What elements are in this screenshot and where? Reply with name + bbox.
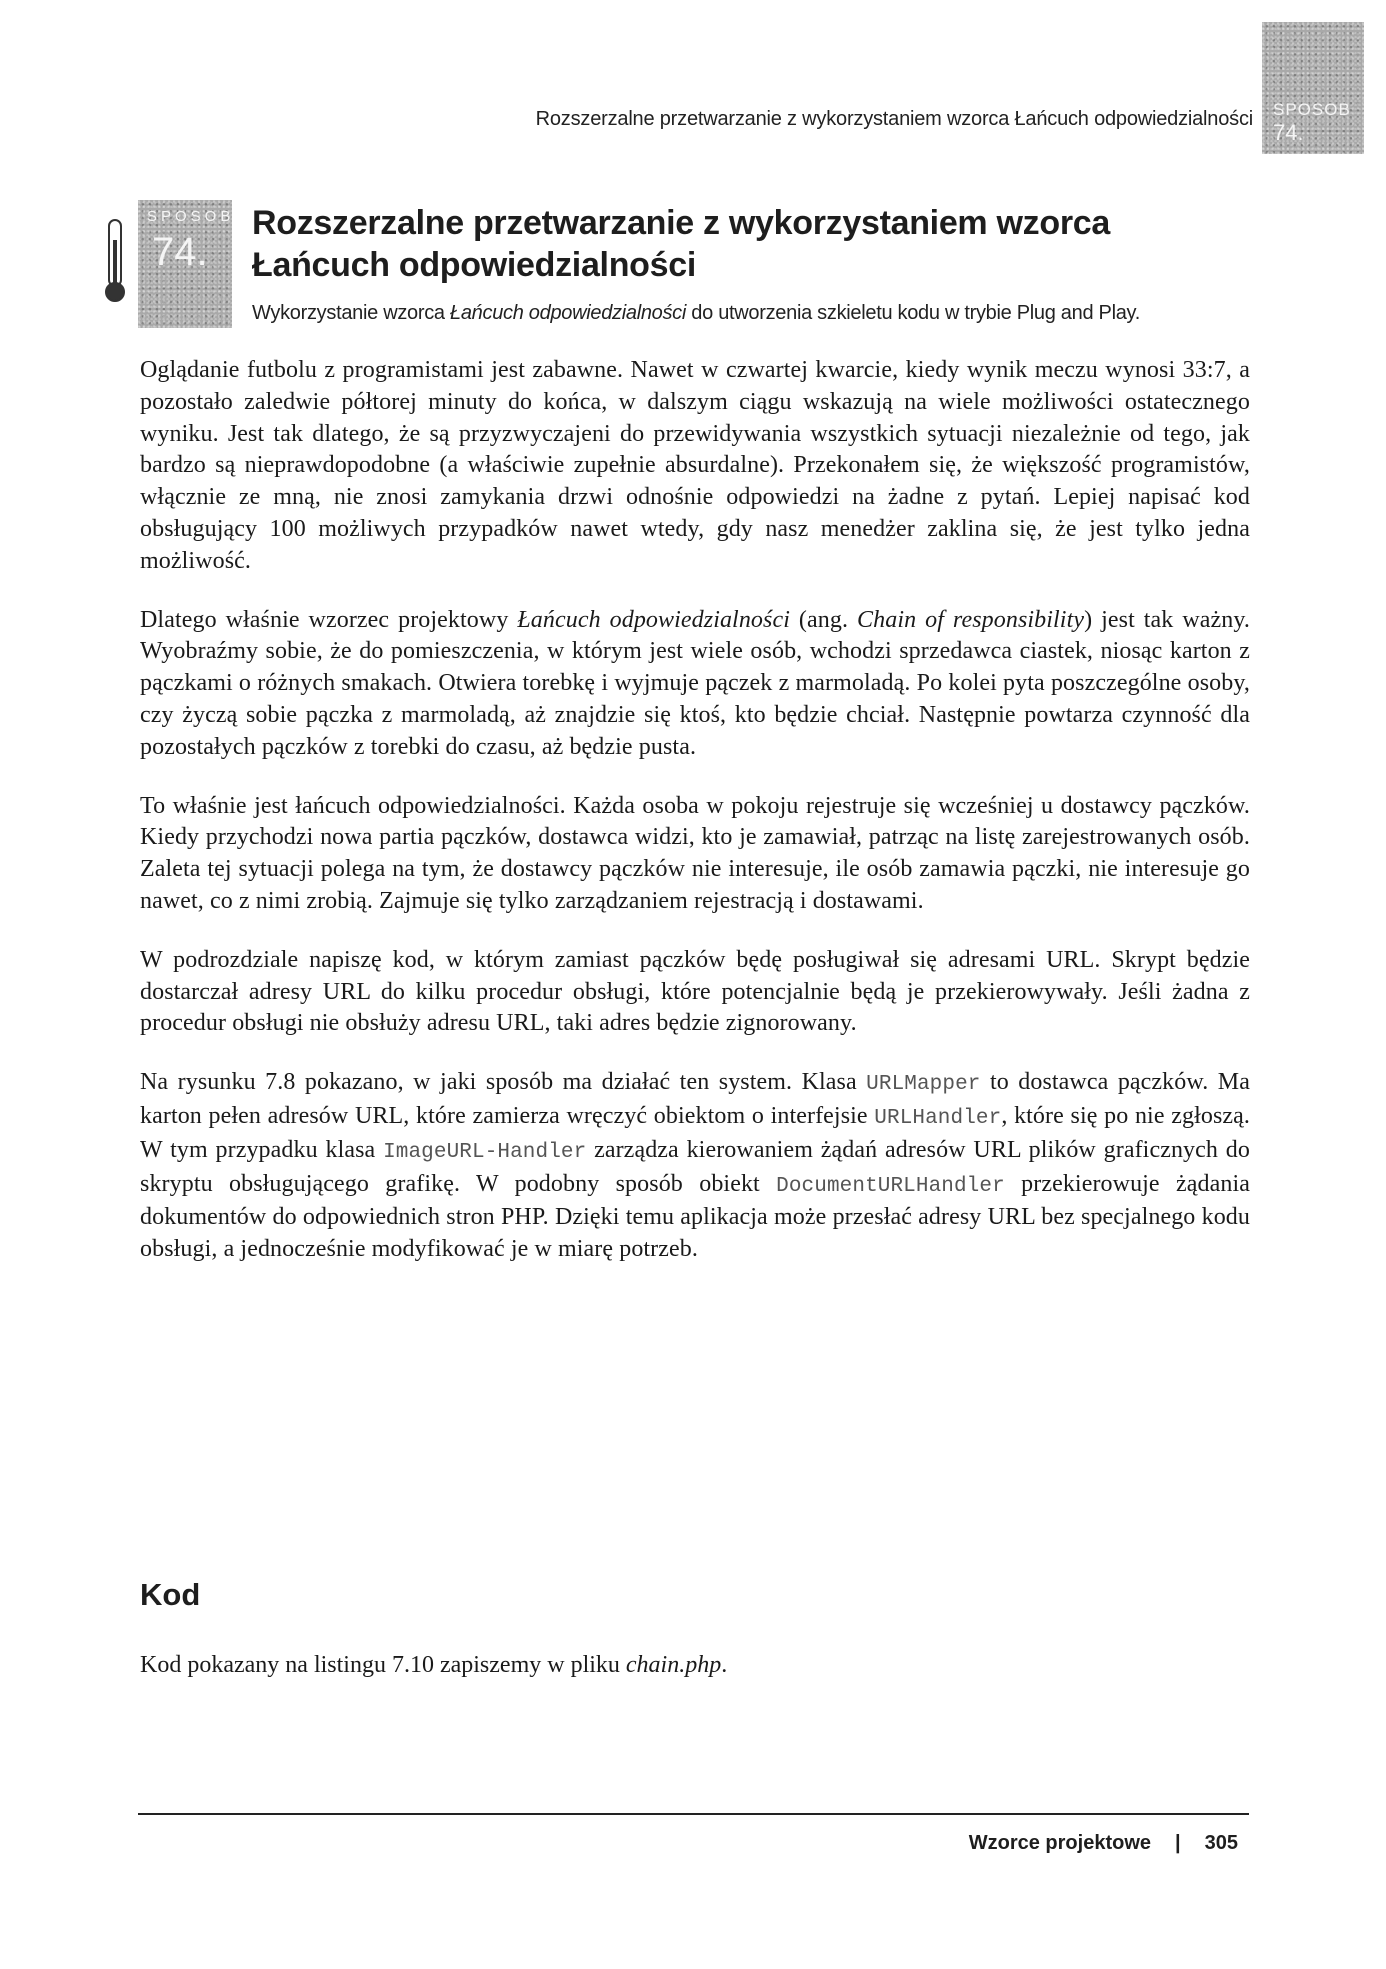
paragraph-1: Oglądanie futbolu z programistami jest zabawne. Nawet w czwartej kwarcie, kiedy wynik meczu wynosi 33:7, a pozostało zaledwie półtorej minuty do końca, w dalszym ciągu wskazują na wiele możliwości ostatecznego wyniku. Jest tak dlatego, że są przyzwyczajeni do przewidywania wszystkich sytuacji niezależnie od tego, jak bardzo są nieprawdopodobne (a właściwie zupełnie absurdalne). Przekonałem się, że większość programistów, włącznie ze mną, nie znosi zamykania drzwi odnośnie odpowiedzi na żadne z pytań. Lepiej napisać kod obsługujący 100 możliwych przypadków nawet wtedy, gdy nasz menedżer zaklina się, że jest tylko jedna możliwość. bbox=[140, 357, 1250, 574]
code-documenturlhandler: DocumentURLHandler bbox=[776, 1174, 1005, 1198]
sposob-label: SPOSOB bbox=[147, 208, 235, 225]
corner-tab bbox=[1262, 22, 1364, 154]
p5-text-2: to dostawca pączków. Ma karton pełen adresów URL, które zamierza wręczyć obiektom o interfejsie bbox=[140, 1069, 1250, 1129]
page-footer bbox=[969, 1832, 1238, 1855]
p2-text-3: ) jest tak ważny. Wyobraźmy sobie, że do pomieszczenia, w którym jest wiele osób, wchodzi sprzedawca ciastek, niosąc karton z pączkami o różnych smakach. Otwiera torebkę i wyjmuje pączek z marmoladą. Po kolei pyta poszczególne osoby, czy życzą sobie pączka z marmoladą, aż znajdzie się ktoś, kto będzie chciał. Następnie powtarza czynność dla pozostałych pączków z torebki do czasu, aż będzie pusta. bbox=[140, 606, 1250, 760]
code-urlhandler: URLHandler bbox=[874, 1106, 1002, 1130]
p2-emphasis-2: Chain of responsibility bbox=[857, 606, 1085, 633]
subtitle-text-end: do utworzenia szkieletu kodu w trybie Plug and Play. bbox=[686, 302, 1141, 324]
closing-line bbox=[140, 1652, 727, 1679]
paragraph-3: To właśnie jest łańcuch odpowiedzialności. Każda osoba w pokoju rejestruje się wcześniej u dostawcy pączków. Kiedy przychodzi nowa partia pączków, dostawca widzi, kto je zamawiał, patrząc na listę zarejestrowanych osób. Zaleta tej sytuacji polega na tym, że dostawcy pączków nie interesuje, ile osób zamawia pączki, nie interesuje go nawet, co z nimi zrobią. Zajmuje się tylko zarządzaniem rejestracją i dostawami. bbox=[140, 792, 1250, 914]
sposob-number: 74. bbox=[152, 230, 208, 274]
p2-text: Dlatego właśnie wzorzec projektowy bbox=[140, 606, 518, 633]
running-header: Rozszerzalne przetwarzanie z wykorzystaniem wzorca Łańcuch odpowiedzialności bbox=[535, 108, 1253, 130]
closing-text: Kod pokazany na listingu 7.10 zapiszemy w pliku bbox=[140, 1652, 626, 1678]
p5-text: Na rysunku 7.8 pokazano, w jaki sposób ma działać ten system. Klasa bbox=[140, 1069, 867, 1096]
section-subtitle bbox=[252, 302, 1302, 325]
page-number: 305 bbox=[1204, 1832, 1238, 1854]
sposob-badge bbox=[138, 200, 235, 328]
section-title bbox=[252, 202, 1252, 286]
paragraph-2 bbox=[140, 605, 1250, 764]
footer-separator: | bbox=[1175, 1832, 1181, 1854]
paragraph-5 bbox=[140, 1067, 1250, 1266]
p5-text-5: przekierowuje żądania dokumentów do odpowiednich stron PHP. Dzięki temu aplikacja może przesłać adresy URL bez specjalnego kodu obsługi, a jednocześnie modyfikować je w miarę potrzeb. bbox=[140, 1170, 1250, 1263]
code-imageurlhandler: ImageURL-Handler bbox=[383, 1140, 587, 1164]
p2-text-2: (ang. bbox=[790, 606, 858, 633]
section-title-line2: Łańcuch odpowiedzialności bbox=[252, 246, 696, 284]
p5-text-4: zarządza kierowaniem żądań adresów URL plików graficznych do skryptu obsługującego grafikę. W podobny sposób obiekt bbox=[140, 1136, 1250, 1197]
footer-rule bbox=[138, 1813, 1249, 1815]
footer-chapter: Wzorce projektowe bbox=[968, 1832, 1152, 1854]
thermometer-icon bbox=[104, 218, 126, 304]
p5-text-3: , które się po nie zgłoszą. W tym przypadku klasa bbox=[140, 1102, 1250, 1163]
corner-tab-label: SPOSOB bbox=[1273, 100, 1351, 119]
body-text bbox=[140, 355, 1250, 1293]
corner-tab-number: 74. bbox=[1273, 120, 1304, 145]
subheading-kod: Kod bbox=[140, 1577, 201, 1612]
subtitle-emphasis: Łańcuch odpowiedzialności bbox=[450, 302, 687, 324]
code-urlmapper: URLMapper bbox=[866, 1073, 981, 1097]
subtitle-text: Wykorzystanie wzorca bbox=[252, 302, 451, 324]
section-title-line1: Rozszerzalne przetwarzanie z wykorzystaniem wzorca bbox=[252, 204, 1110, 242]
p2-emphasis-1: Łańcuch odpowiedzialności bbox=[517, 606, 790, 633]
filename: chain.php bbox=[625, 1652, 722, 1678]
closing-period: . bbox=[721, 1652, 728, 1678]
paragraph-4: W podrozdziale napiszę kod, w którym zamiast pączków będę posługiwał się adresami URL. Skrypt będzie dostarczał adresy URL do kilku procedur obsługi, które potencjalnie będą je przekierowywały. Jeśli żadna z procedur obsługi nie obsłuży adresu URL, taki adres będzie zignorowany. bbox=[140, 946, 1250, 1037]
